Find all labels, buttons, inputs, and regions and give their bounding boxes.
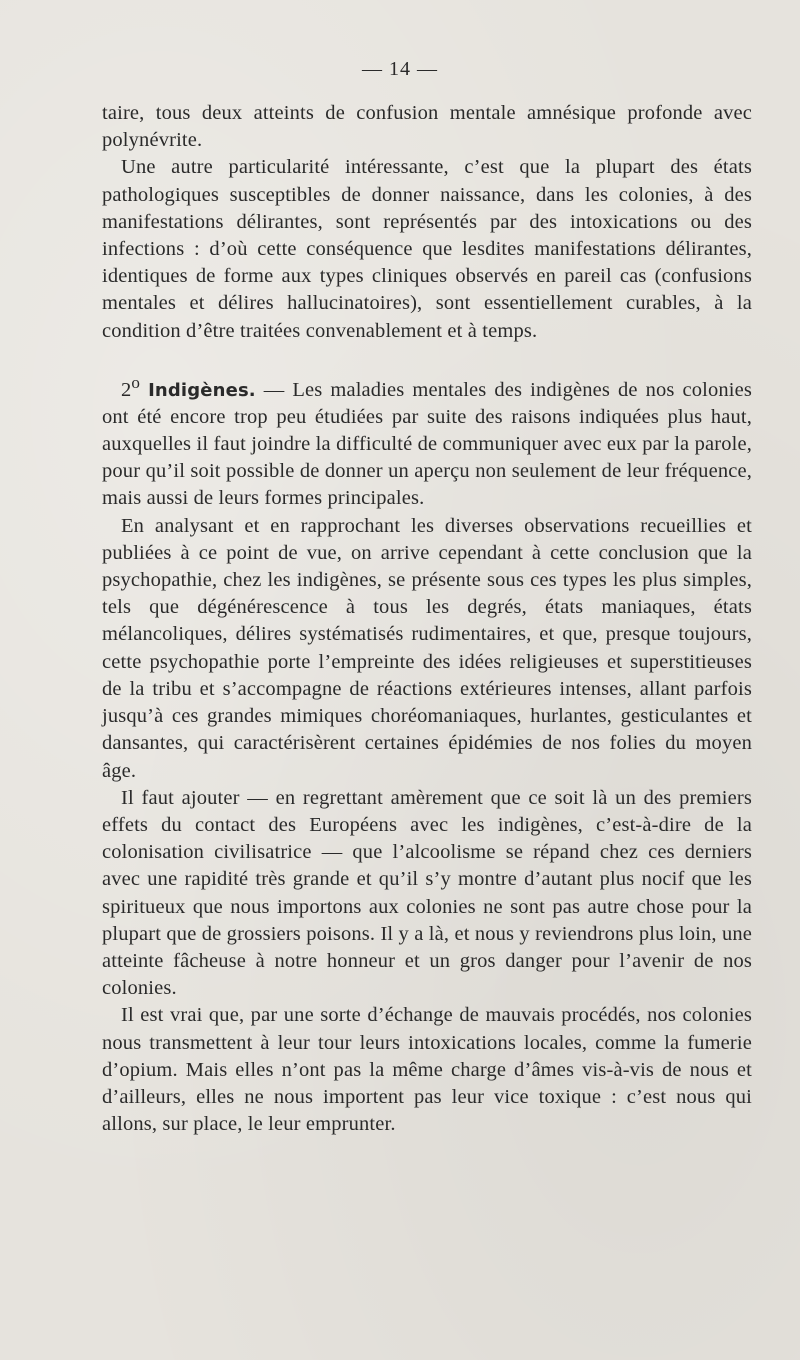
paragraph-continuation: taire, tous deux atteints de confusion mentale amnésique profonde avec polynévrite.: [102, 102, 752, 152]
paragraph-indigenes-text: — Les maladies mentales des indigènes de nos colonies ont été encore trop peu étudiées par suite des raisons indiquées plus haut, auxquelles il faut joindre la difficulté de communiquer avec eux par la parole, pour qu’il soit possible de donner un aperçu non seulement de leur fréquence, mais aussi de leurs formes principales.: [102, 378, 752, 510]
paragraph-particularite: Une autre particularité intéressante, c’est que la plupart des états pathologiques susceptibles de donner naissance, dans les colonies, à des manifestations délirantes, sont représentés par des intoxications ou des infections : d’où cette conséquence que lesdites manifestations délirantes, identiques de forme aux types cliniques observés en pareil cas (confusions mentales et délires hallucinatoires), sont essentiellement curables, à la condition d’être traitées convenablement et à temps.: [102, 156, 752, 342]
section-number-suffix: o: [131, 372, 141, 392]
paragraph-alcoolisme: Il faut ajouter — en regrettant amèrement que ce soit là un des premiers effets du contact des Européens avec les indigènes, c’est-à-dire de la colonisation civilisatrice — que l’alcoolisme se répand chez ces derniers avec une rapidité très grande et qu’il s’y montre d’autant plus nocif que les spiritueux que nous importons aux colonies ne sont pas autre chose pour la plupart que de grossiers poisons. Il y a là, et nous y reviendrons plus loin, une atteinte fâcheuse à notre honneur et un gros danger pour l’avenir de nos colonies.: [102, 786, 752, 1000]
body-text: [102, 100, 752, 1138]
paragraph-indigenes: [102, 369, 752, 513]
section-number: 2: [121, 378, 132, 401]
paragraph-opium: Il est vrai que, par une sorte d’échange de mauvais procédés, nos colonies nous transmettent à leur tour leurs intoxications locales, comme la fumerie d’opium. Mais elles n’ont pas la même charge d’âmes vis-à-vis de nous et d’ailleurs, elles ne nous importent pas leur vice toxique : c’est nous qui allons, sur place, le leur emprunter.: [102, 1004, 752, 1136]
page-number: — 14 —: [362, 58, 438, 80]
paragraph-analyse: En analysant et en rapprochant les diverses observations recueillies et publiées à ce point de vue, on arrive cependant à cette conclusion que la psychopathie, chez les indigènes, se présente sous ces types les plus simples, tels que dégénérescence à tous les degrés, états maniaques, états mélancoliques, délires systématisés rudimentaires, et que, presque toujours, cette psychopathie porte l’empreinte des idées religieuses et superstitieuses de la tribu et s’accompagne de réactions extérieures intenses, allant parfois jusqu’à ces grandes mimiques choréomaniaques, hurlantes, gesticulantes et dansantes, qui caractérisèrent certaines épidémies de nos folies du moyen âge.: [102, 514, 752, 782]
section-heading: Indigènes.: [148, 379, 256, 401]
